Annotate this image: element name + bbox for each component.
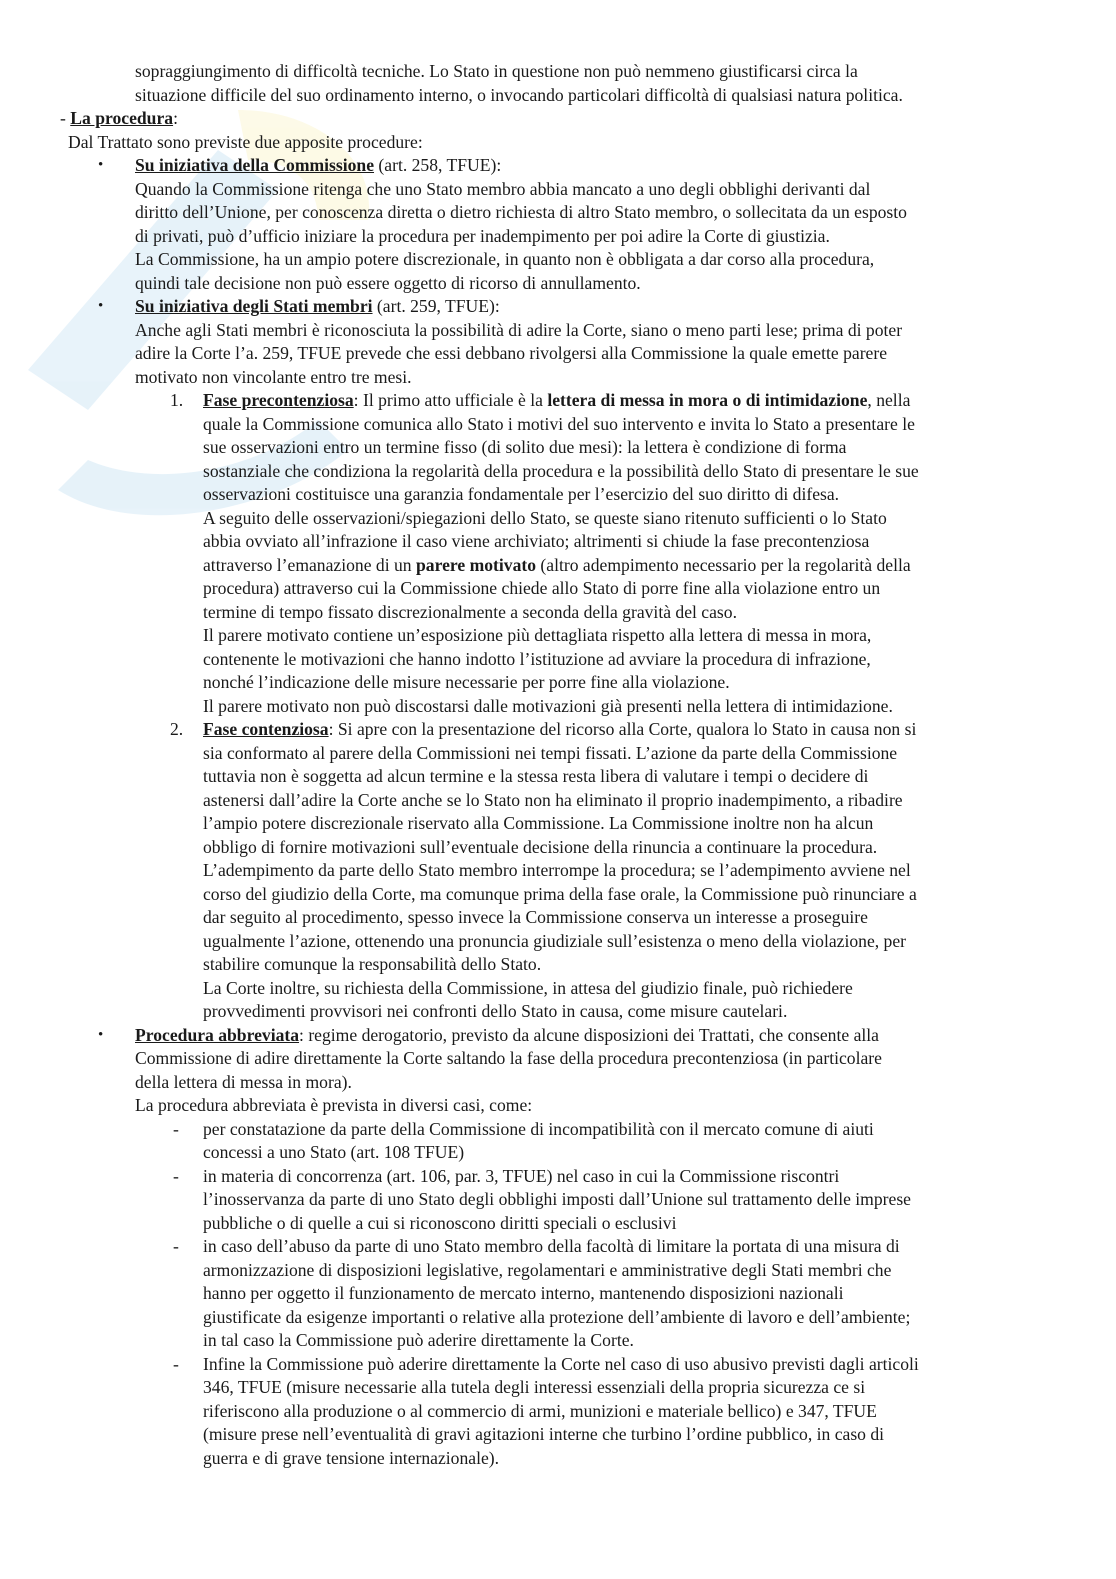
bullet-stati-heading — [135, 295, 1056, 319]
step-text: (altro adempimento necessario per la regolarità della — [536, 554, 911, 575]
bullet-stati-line: motivato non vincolante entro tre mesi. — [135, 366, 412, 387]
case-line: in tal caso la Commissione può aderire direttamente la Corte. — [203, 1330, 634, 1350]
bullet-abbreviata-line: Commissione di adire direttamente la Corte saltando la fase della procedura precontenziosa (in particolare — [135, 1048, 882, 1068]
case-line: guerra e di grave tensione internazionale). — [203, 1447, 500, 1468]
step-contenziosa-line: l’ampio potere discrezionale riservato alla Commissione. La Commissione inoltre non ha alcun — [203, 813, 874, 833]
step-contenziosa-line: La Corte inoltre, su richiesta della Commissione, in attesa del giudizio finale, può richiedere — [203, 977, 853, 998]
intro-line: situazione difficile del suo ordinamento interno, o invocando particolari difficoltà di qualsiasi natura politica. — [135, 84, 903, 105]
step-bold-term: parere motivato — [416, 554, 537, 575]
bullet-dot: • — [98, 157, 104, 173]
step-contenziosa-line: stabilire comunque la responsabilità dello Stato. — [203, 954, 542, 974]
bullet-dot: • — [98, 298, 104, 314]
bullet-commissione-heading — [135, 154, 1056, 178]
step-contenziosa-line: obbligo di fornire motivazioni sull’eventuale decisione della rinuncia a continuare la procedura. — [203, 836, 878, 857]
case-item — [0, 1235, 1116, 1353]
bullet-abbreviata-first-line — [135, 1024, 1056, 1048]
bullet-stati-membri — [0, 295, 1116, 389]
section-heading-prefix: - — [60, 108, 71, 128]
step-precontenziosa-line: Il parere motivato contiene un’esposizione più dettagliata rispetto alla lettera di messa in mora, — [203, 625, 872, 645]
step-precontenziosa-title: Fase precontenziosa — [203, 390, 354, 410]
step-precontenziosa-pm-line — [203, 554, 1056, 578]
bullet-commissione-line: di privati, può d’ufficio iniziare la procedura per inadempimento per poi adire la Corte di giustizia. — [135, 225, 830, 246]
case-line: (misure prese nell’eventualità di gravi agitazioni interne che turbino l’ordine pubblico, in caso di — [203, 1424, 885, 1444]
step-number: 1. — [170, 390, 184, 410]
step-bold-term: lettera di messa in mora o di intimidazione — [547, 390, 868, 410]
step-text: : Il primo atto ufficiale è la — [353, 390, 548, 410]
bullet-stati-line: adire la Corte l’a. 259, TFUE prevede che essi debbano rivolgersi alla Commissione la quale emette parere — [135, 343, 888, 363]
step-contenziosa — [0, 718, 1116, 1024]
bullet-stati-title: Su iniziativa degli Stati membri — [135, 296, 373, 316]
step-contenziosa-line: L’adempimento da parte dello Stato membro interrompe la procedura; se l’adempimento avviene nel — [203, 860, 911, 880]
step-text: , nella — [867, 390, 911, 410]
step-text: attraverso l’emanazione di un — [203, 554, 416, 575]
step-precontenziosa-line: Il parere motivato non può discostarsi dalle motivazioni già presenti nella lettera di intimidazione. — [203, 695, 893, 716]
case-line: in materia di concorrenza (art. 106, par. 3, TFUE) nel caso in cui la Commissione riscontri — [203, 1165, 840, 1186]
case-line: pubbliche o di quelle a cui si riconoscono diritti speciali o esclusivi — [203, 1212, 677, 1233]
bullet-dot: • — [98, 1026, 104, 1043]
bullet-stati-line: Anche agli Stati membri è riconosciuta la possibilità di adire la Corte, siano o meno parti lese; prima di poter — [135, 319, 903, 340]
bullet-stati-ref: (art. 259, TFUE): — [372, 296, 500, 316]
document-page — [0, 60, 1116, 1470]
section-heading — [0, 107, 1116, 131]
bullet-abbreviata-line: La procedura abbreviata è prevista in diversi casi, come: — [135, 1095, 533, 1115]
dash-marker: - — [173, 1353, 179, 1374]
step-precontenziosa-line: procedura) attraverso cui la Commissione chiede allo Stato di porre fine alla violazione entro un — [203, 578, 881, 598]
bullet-commissione-line: La Commissione, ha un ampio potere discrezionale, in quanto non è obbligata a dar corso alla procedura, — [135, 249, 875, 269]
case-line: 346, TFUE (misure necessarie alla tutela degli interessi essenziali della propria sicurezza ce si — [203, 1377, 866, 1397]
case-line: per constatazione da parte della Commissione di incompatibilità con il mercato comune di aiuti — [203, 1118, 874, 1139]
bullet-abbreviata-line: della lettera di messa in mora). — [135, 1071, 352, 1092]
bullet-commissione-line: diritto dell’Unione, per conoscenza diretta o dietro richiesta di altro Stato membro, o sollecitata da un esposto — [135, 202, 907, 222]
case-line: Infine la Commissione può aderire direttamente la Corte nel caso di uso abusivo previsti dagli articoli — [203, 1353, 919, 1374]
step-contenziosa-line: sia conformato al parere della Commissioni nei tempi fissati. L’azione da parte della Commissione — [203, 742, 898, 763]
step-precontenziosa-line: sue osservazioni entro un termine fisso (di solito due mesi): la lettera è condizione di forma — [203, 437, 847, 457]
section-heading-title: La procedura — [70, 108, 174, 128]
bullet-abbreviata-title: Procedura abbreviata — [135, 1024, 300, 1045]
step-contenziosa-line: provvedimenti provvisori nei confronti dello Stato in causa, come misure cautelari. — [203, 1001, 788, 1021]
step-contenziosa-title: Fase contenziosa — [203, 719, 329, 739]
dash-marker: - — [173, 1236, 179, 1256]
case-line: l’inosservanza da parte di uno Stato degli obblighi imposti dall’Unione sul trattamento delle imprese — [203, 1189, 911, 1209]
step-contenziosa-line: astenersi dall’adire la Corte anche se lo Stato non ha eliminato il proprio inadempimento, a ribadire — [203, 789, 903, 810]
section-intro: Dal Trattato sono previste due apposite procedure: — [68, 131, 423, 152]
section-heading-suffix: : — [173, 108, 178, 128]
step-contenziosa-line: corso del giudizio della Corte, ma comunque prima della fase orale, la Commissione può rinunciare a — [203, 883, 917, 904]
case-item — [0, 1118, 1116, 1165]
step-precontenziosa-first-line — [203, 389, 1056, 413]
case-line: concessi a uno Stato (art. 108 TFUE) — [203, 1142, 465, 1162]
bullet-commissione — [0, 154, 1116, 295]
bullet-commissione-title: Su iniziativa della Commissione — [135, 155, 375, 175]
intro-line: sopraggiungimento di difficoltà tecniche. Lo Stato in questione non può nemmeno giustificarsi circa la — [135, 61, 858, 81]
step-precontenziosa-line: osservazioni costituisce una garanzia fondamentale per l’esercizio del suo diritto di difesa. — [203, 484, 840, 504]
step-contenziosa-line: ugualmente l’azione, ottenendo una pronuncia giudiziale sull’esistenza o meno della violazione, per — [203, 930, 907, 951]
intro-paragraph — [0, 60, 1116, 107]
dash-marker: - — [173, 1165, 179, 1186]
case-line: riferiscono alla produzione o al commercio di armi, munizioni e materiale bellico) e 347, TFUE — [203, 1400, 877, 1421]
step-contenziosa-first-line — [203, 718, 1056, 742]
step-number: 2. — [170, 719, 184, 739]
bullet-procedura-abbreviata — [0, 1024, 1116, 1118]
bullet-commissione-line: quindi tale decisione non può essere oggetto di ricorso di annullamento. — [135, 272, 641, 293]
case-line: giustificate da esigenze importanti o relative alla protezione dell’ambiente di lavoro e dell’ambiente; — [203, 1306, 911, 1327]
step-precontenziosa — [0, 389, 1116, 718]
step-precontenziosa-line: nonché l’indicazione delle misure necessarie per porre fine alla violazione. — [203, 672, 730, 692]
dash-marker: - — [173, 1118, 179, 1139]
step-precontenziosa-line: quale la Commissione comunica allo Stato i motivi del suo intervento e invita lo Stato a presentare le — [203, 413, 915, 434]
bullet-abbreviata-text: : regime derogatorio, previsto da alcune disposizioni dei Trattati, che consente alla — [299, 1024, 879, 1045]
step-precontenziosa-line: A seguito delle osservazioni/spiegazioni dello Stato, se queste siano ritenuto sufficienti o lo Stato — [203, 507, 887, 528]
step-precontenziosa-line: abbia ovviato all’infrazione il caso viene archiviato; altrimenti si chiude la fase precontenziosa — [203, 531, 870, 551]
step-text: : Si apre con la presentazione del ricorso alla Corte, qualora lo Stato in causa non si — [328, 719, 917, 739]
case-item — [0, 1165, 1116, 1236]
case-line: hanno per oggetto il funzionamento de mercato interno, mantenendo disposizioni nazionali — [203, 1283, 844, 1303]
step-contenziosa-line: tuttavia non è soggetta ad alcun termine e la stessa resta libera di valutare i tempi o decidere di — [203, 766, 869, 786]
bullet-commissione-ref: (art. 258, TFUE): — [374, 155, 502, 175]
step-precontenziosa-line: contenente le motivazioni che hanno indotto l’istituzione ad avviare la procedura di infrazione, — [203, 648, 871, 669]
step-contenziosa-line: dar seguito al procedimento, spesso invece la Commissione conserva un interesse a proseguire — [203, 907, 868, 927]
case-item — [0, 1353, 1116, 1471]
bullet-commissione-line: Quando la Commissione ritenga che uno Stato membro abbia mancato a uno degli obblighi derivanti dal — [135, 178, 871, 199]
step-precontenziosa-line: termine di tempo fissato discrezionalmente a seconda della gravità del caso. — [203, 601, 737, 622]
case-line: armonizzazione di disposizioni legislative, regolamentari e amministrative degli Stati membri che — [203, 1259, 892, 1280]
step-precontenziosa-line: sostanziale che condiziona la regolarità della procedura e la possibilità dello Stato di presentare le sue — [203, 460, 919, 481]
case-line: in caso dell’abuso da parte di uno Stato membro della facoltà di limitare la portata di una misura di — [203, 1236, 900, 1256]
